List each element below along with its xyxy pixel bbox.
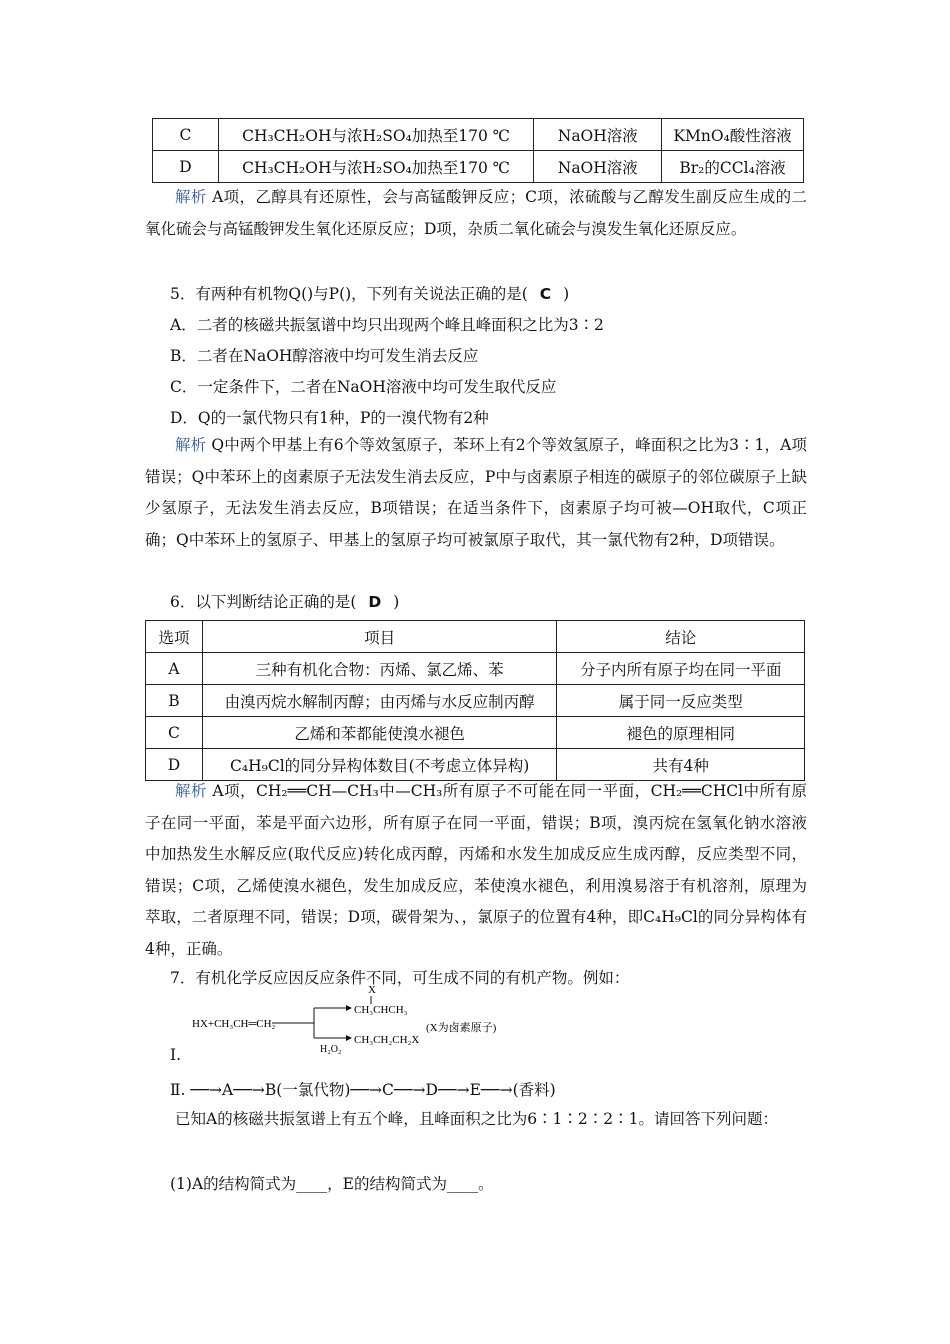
table-cell: C: [153, 119, 219, 151]
table-header-row: [146, 621, 805, 653]
q6-analysis: [145, 776, 807, 965]
analysis-label: 解析: [175, 188, 207, 206]
q7-info: 已知A的核磁共振氢谱上有五个峰，且峰面积之比为6∶1∶2∶2∶1。请回答下列问题：: [175, 1110, 779, 1128]
answer-letter: D: [368, 593, 382, 611]
question-7-part1: (1)A的结构简式为____，E的结构简式为____。: [170, 1175, 494, 1193]
reactant-text: HX+CH₃CH═CH₂: [192, 1018, 276, 1030]
arrow-head-lower: [346, 1035, 352, 1041]
label-roman-2: Ⅱ.: [170, 1081, 186, 1099]
table-row: [153, 119, 804, 151]
question-5-stem: [170, 282, 569, 304]
product1-text: CH₃CHCH₃: [354, 1004, 408, 1016]
arrow-head-upper: [346, 1005, 352, 1011]
table-cell: 共有4种: [557, 749, 805, 781]
table-cell: C: [146, 717, 203, 749]
option-b: B．二者在NaOH醇溶液中均可发生消去反应: [170, 347, 479, 365]
table-cell: 分子内所有原子均在同一平面: [557, 653, 805, 685]
table-cell: NaOH溶液: [534, 119, 662, 151]
table-cell: D: [146, 749, 203, 781]
option-d: D．Q的一氯代物只有1种，P的一溴代物有2种: [170, 409, 489, 427]
analysis-text: Q中两个甲基上有6个等效氢原子，苯环上有2个等效氢原子，峰面积之比为3∶1，A项错误；Q中苯环上的卤素原子无法发生消去反应，P中与卤素原子相连的碳原子的邻位碳原子上缺少氢原子，无法发生消去反应，B项错误；在适当条件下，卤素原子均可被—OH取代，C项正确；Q中苯环上的氢原子、甲基上的氢原子均可被氯原子取代，其一氯代物有2种，D项错误。: [145, 436, 807, 549]
table-cell: B: [146, 685, 203, 717]
table-cell: 三种有机化合物：丙烯、氯乙烯、苯: [202, 653, 556, 685]
table-cell: D: [153, 151, 219, 183]
table-cell: 褪色的原理相同: [557, 717, 805, 749]
analysis-text: A项，CH₂══CH—CH₃中—CH₃所有原子不可能在同一平面，CH₂══CHCl中所有原子在同一平面，苯是平面六边形，所有原子在同一平面，错误；B项，溴丙烷在氢氧化钠水溶液中加热发生水解反应(取代反应)转化成丙醇，丙烯和水发生加成反应生成丙醇，反应类型不同，错误；C项，乙烯使溴水褪色，发生加成反应，苯使溴水褪色，利用溴易溶于有机溶剂，原理为萃取，二者原理不同，错误；D项，碳骨架为、，氯原子的位置有4种，即C₄H₉Cl的同分异构体有4种，正确。: [145, 782, 807, 958]
table-cell: Br₂的CCl₄溶液: [662, 151, 804, 183]
reagent-table: [152, 118, 804, 183]
route-line: [170, 1078, 556, 1100]
table-row: [153, 151, 804, 183]
table-cell: 乙烯和苯都能使溴水褪色: [202, 717, 556, 749]
scheme-note: (X为卤素原子): [426, 1022, 497, 1034]
question-6-stem: [170, 590, 399, 612]
stem-close: ): [563, 285, 570, 303]
stem-close: ): [393, 593, 400, 611]
q5-analysis: [145, 430, 807, 556]
analysis-text: A项，乙醇具有还原性，会与高锰酸钾反应；C项，浓硫酸与乙醇发生副反应生成的二氧化硫会与高锰酸钾发生氧化还原反应；D项，杂质二氧化硫会与溴发生氧化还原反应。: [145, 188, 807, 238]
option-a: A．二者的核磁共振氢谱中均只出现两个峰且峰面积之比为3∶2: [170, 316, 604, 334]
judgement-table: [145, 620, 805, 781]
table-cell: A: [146, 653, 203, 685]
table-cell: CH₃CH₂OH与浓H₂SO₄加热至170 ℃: [218, 119, 533, 151]
condition-text: H₂O₂: [320, 1044, 342, 1055]
q4-analysis: [145, 182, 807, 245]
table-cell: KMnO₄酸性溶液: [662, 119, 804, 151]
stem-text: 5．有两种有机物Q()与P()，下列有关说法正确的是(: [170, 285, 528, 303]
table-cell: CH₃CH₂OH与浓H₂SO₄加热至170 ℃: [218, 151, 533, 183]
product2-text: CH₃CH₂CH₂X: [354, 1034, 420, 1046]
table-cell: C₄H₉Cl的同分异构体数目(不考虑立体异构): [202, 749, 556, 781]
option-c: C．一定条件下，二者在NaOH溶液中均可发生取代反应: [170, 378, 557, 396]
substituent-label: X: [368, 984, 376, 996]
table-cell: NaOH溶液: [534, 151, 662, 183]
table-row: [146, 685, 805, 717]
question-7-stem: 7．有机化学反应因反应条件不同，可生成不同的有机产物。例如：: [170, 969, 630, 987]
header-cell: 项目: [202, 621, 556, 653]
answer-letter: C: [539, 285, 552, 303]
stem-text: 6．以下判断结论正确的是(: [170, 593, 357, 611]
label-roman-1: Ⅰ.: [170, 1046, 182, 1064]
reaction-scheme: [180, 984, 540, 1055]
table-cell: 由溴丙烷水解制丙醇；由丙烯与水反应制丙醇: [202, 685, 556, 717]
header-cell: 结论: [557, 621, 805, 653]
header-cell: 选项: [146, 621, 203, 653]
table-cell: 属于同一反应类型: [557, 685, 805, 717]
route-text: ──→A──→B(一氯代物)──→C──→D──→E──→(香料): [185, 1081, 556, 1099]
table-row: [146, 653, 805, 685]
analysis-label: 解析: [175, 436, 207, 454]
analysis-label: 解析: [175, 782, 207, 800]
table-row: [146, 717, 805, 749]
